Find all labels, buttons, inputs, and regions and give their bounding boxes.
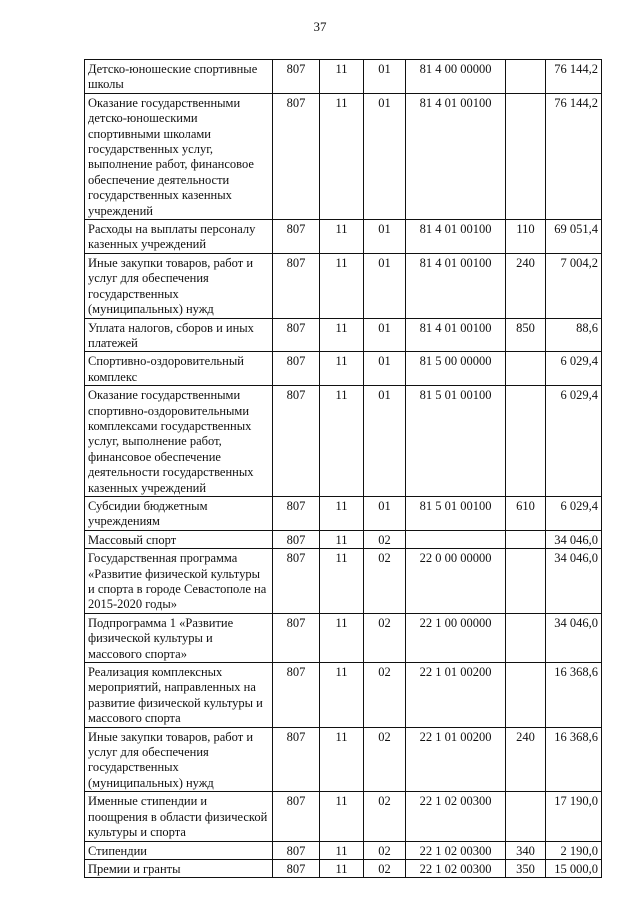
item-name-cell: Субсидии бюджетным учреждениям <box>85 496 273 530</box>
table-row <box>85 663 602 728</box>
subsection-code-cell: 02 <box>364 859 406 877</box>
subsection-code-cell: 01 <box>364 60 406 94</box>
ministry-code-cell: 807 <box>273 530 320 548</box>
expense-type-cell <box>506 352 546 386</box>
ministry-code-cell: 807 <box>273 663 320 728</box>
ministry-code-cell: 807 <box>273 253 320 318</box>
amount-cell: 6 029,4 <box>546 352 602 386</box>
amount-cell: 76 144,2 <box>546 93 602 219</box>
section-code-cell: 11 <box>320 220 364 254</box>
table-row <box>85 727 602 792</box>
expense-type-cell <box>506 60 546 94</box>
ministry-code-cell: 807 <box>273 220 320 254</box>
item-name-cell: Детско-юношеские спортивные школы <box>85 60 273 94</box>
section-code-cell: 11 <box>320 318 364 352</box>
amount-cell: 34 046,0 <box>546 530 602 548</box>
subsection-code-cell: 01 <box>364 253 406 318</box>
item-name-cell: Оказание государственными детско-юношескими спортивными школами государственных услуг, выполнение работ, финансовое обеспечение деятельности государственных казенных учреждений <box>85 93 273 219</box>
section-code-cell: 11 <box>320 253 364 318</box>
subsection-code-cell: 01 <box>364 220 406 254</box>
amount-cell: 6 029,4 <box>546 496 602 530</box>
subsection-code-cell: 01 <box>364 318 406 352</box>
expense-type-cell <box>506 663 546 728</box>
table-row <box>85 352 602 386</box>
section-code-cell: 11 <box>320 663 364 728</box>
ministry-code-cell: 807 <box>273 549 320 614</box>
target-article-cell: 81 5 01 00100 <box>406 386 506 497</box>
item-name-cell: Массовый спорт <box>85 530 273 548</box>
subsection-code-cell: 02 <box>364 727 406 792</box>
item-name-cell: Оказание государственными спортивно-оздоровительными комплексами государственных услуг, выполнение работ, финансовое обеспечение деятельности государственных казенных учреждений <box>85 386 273 497</box>
subsection-code-cell: 02 <box>364 792 406 841</box>
item-name-cell: Подпрограмма 1 «Развитие физической культуры и массового спорта» <box>85 613 273 662</box>
ministry-code-cell: 807 <box>273 93 320 219</box>
item-name-cell: Стипендии <box>85 841 273 859</box>
target-article-cell: 81 4 01 00100 <box>406 93 506 219</box>
expense-type-cell <box>506 386 546 497</box>
section-code-cell: 11 <box>320 93 364 219</box>
target-article-cell: 81 5 01 00100 <box>406 496 506 530</box>
item-name-cell: Иные закупки товаров, работ и услуг для обеспечения государственных (муниципальных) нужд <box>85 253 273 318</box>
ministry-code-cell: 807 <box>273 841 320 859</box>
expense-type-cell: 350 <box>506 859 546 877</box>
target-article-cell: 22 1 01 00200 <box>406 663 506 728</box>
section-code-cell: 11 <box>320 496 364 530</box>
amount-cell: 6 029,4 <box>546 386 602 497</box>
ministry-code-cell: 807 <box>273 318 320 352</box>
expense-type-cell: 340 <box>506 841 546 859</box>
table-row <box>85 859 602 877</box>
table-row <box>85 841 602 859</box>
target-article-cell <box>406 530 506 548</box>
amount-cell: 69 051,4 <box>546 220 602 254</box>
item-name-cell: Именные стипендии и поощрения в области физической культуры и спорта <box>85 792 273 841</box>
target-article-cell: 22 1 00 00000 <box>406 613 506 662</box>
table-row <box>85 253 602 318</box>
ministry-code-cell: 807 <box>273 727 320 792</box>
section-code-cell: 11 <box>320 792 364 841</box>
item-name-cell: Спортивно-оздоровительный комплекс <box>85 352 273 386</box>
subsection-code-cell: 01 <box>364 496 406 530</box>
table-row <box>85 220 602 254</box>
amount-cell: 16 368,6 <box>546 663 602 728</box>
section-code-cell: 11 <box>320 530 364 548</box>
section-code-cell: 11 <box>320 841 364 859</box>
item-name-cell: Уплата налогов, сборов и иных платежей <box>85 318 273 352</box>
page-number: 37 <box>313 19 327 34</box>
target-article-cell: 81 5 00 00000 <box>406 352 506 386</box>
subsection-code-cell: 02 <box>364 663 406 728</box>
table-row <box>85 530 602 548</box>
expense-type-cell <box>506 549 546 614</box>
target-article-cell: 22 0 00 00000 <box>406 549 506 614</box>
subsection-code-cell: 02 <box>364 841 406 859</box>
item-name-cell: Расходы на выплаты персоналу казенных учреждений <box>85 220 273 254</box>
ministry-code-cell: 807 <box>273 60 320 94</box>
target-article-cell: 22 1 02 00300 <box>406 859 506 877</box>
target-article-cell: 81 4 01 00100 <box>406 318 506 352</box>
expense-type-cell: 850 <box>506 318 546 352</box>
amount-cell: 34 046,0 <box>546 549 602 614</box>
section-code-cell: 11 <box>320 60 364 94</box>
ministry-code-cell: 807 <box>273 859 320 877</box>
ministry-code-cell: 807 <box>273 792 320 841</box>
target-article-cell: 22 1 02 00300 <box>406 792 506 841</box>
target-article-cell: 81 4 01 00100 <box>406 220 506 254</box>
ministry-code-cell: 807 <box>273 496 320 530</box>
table-row <box>85 496 602 530</box>
item-name-cell: Государственная программа «Развитие физической культуры и спорта в городе Севастополе на 2015-2020 годы» <box>85 549 273 614</box>
subsection-code-cell: 02 <box>364 530 406 548</box>
item-name-cell: Реализация комплексных мероприятий, направленных на развитие физической культуры и массового спорта <box>85 663 273 728</box>
amount-cell: 34 046,0 <box>546 613 602 662</box>
item-name-cell: Премии и гранты <box>85 859 273 877</box>
amount-cell: 88,6 <box>546 318 602 352</box>
section-code-cell: 11 <box>320 549 364 614</box>
table-row <box>85 93 602 219</box>
table-row <box>85 792 602 841</box>
expense-type-cell: 610 <box>506 496 546 530</box>
target-article-cell: 22 1 02 00300 <box>406 841 506 859</box>
subsection-code-cell: 02 <box>364 613 406 662</box>
target-article-cell: 81 4 00 00000 <box>406 60 506 94</box>
amount-cell: 76 144,2 <box>546 60 602 94</box>
section-code-cell: 11 <box>320 613 364 662</box>
subsection-code-cell: 01 <box>364 386 406 497</box>
amount-cell: 2 190,0 <box>546 841 602 859</box>
table-row <box>85 60 602 94</box>
expense-type-cell: 240 <box>506 727 546 792</box>
target-article-cell: 81 4 01 00100 <box>406 253 506 318</box>
expense-type-cell <box>506 792 546 841</box>
ministry-code-cell: 807 <box>273 613 320 662</box>
expense-type-cell: 110 <box>506 220 546 254</box>
subsection-code-cell: 01 <box>364 93 406 219</box>
table-row <box>85 386 602 497</box>
table-row <box>85 318 602 352</box>
section-code-cell: 11 <box>320 859 364 877</box>
amount-cell: 15 000,0 <box>546 859 602 877</box>
amount-cell: 17 190,0 <box>546 792 602 841</box>
section-code-cell: 11 <box>320 727 364 792</box>
ministry-code-cell: 807 <box>273 352 320 386</box>
amount-cell: 7 004,2 <box>546 253 602 318</box>
table-row <box>85 613 602 662</box>
expense-type-cell <box>506 93 546 219</box>
expense-type-cell <box>506 613 546 662</box>
expense-type-cell <box>506 530 546 548</box>
expense-type-cell: 240 <box>506 253 546 318</box>
table-row <box>85 549 602 614</box>
budget-table <box>84 59 602 878</box>
subsection-code-cell: 02 <box>364 549 406 614</box>
amount-cell: 16 368,6 <box>546 727 602 792</box>
target-article-cell: 22 1 01 00200 <box>406 727 506 792</box>
section-code-cell: 11 <box>320 386 364 497</box>
ministry-code-cell: 807 <box>273 386 320 497</box>
section-code-cell: 11 <box>320 352 364 386</box>
item-name-cell: Иные закупки товаров, работ и услуг для обеспечения государственных (муниципальных) нужд <box>85 727 273 792</box>
subsection-code-cell: 01 <box>364 352 406 386</box>
